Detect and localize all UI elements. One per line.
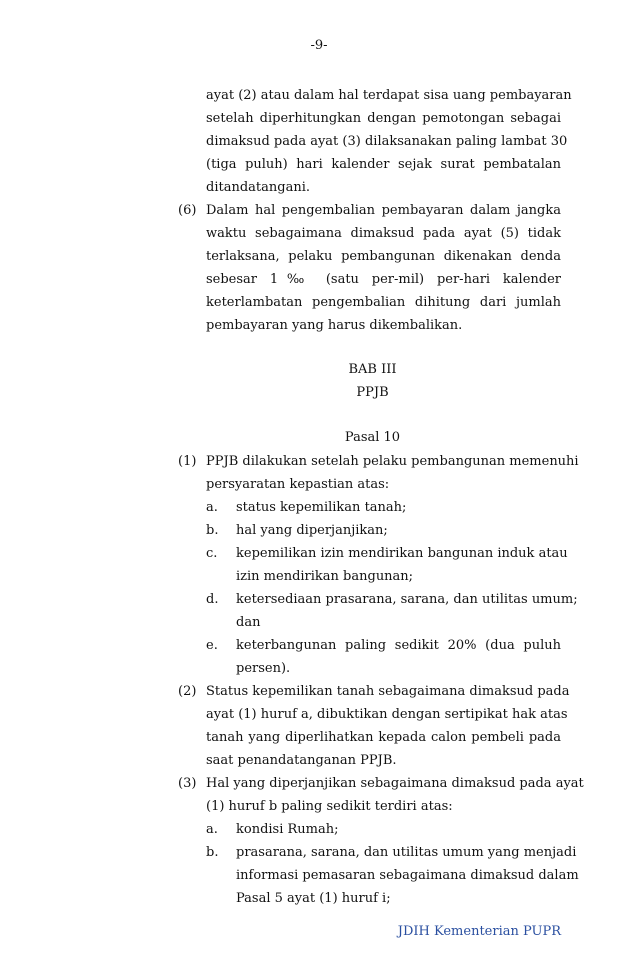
continuation-line: setelah diperhitungkan dengan pemotongan sebagai (206, 111, 561, 126)
sub-item-letter: a. (206, 822, 218, 837)
item-line: tanah yang diperlihatkan kepada calon pembeli pada (206, 730, 561, 745)
item-line: waktu sebagaimana dimaksud pada ayat (5) tidak (206, 226, 561, 241)
item-line: ayat (1) huruf a, dibuktikan dengan sertipikat hak atas (206, 707, 568, 722)
sub-item-line: kondisi Rumah; (236, 822, 339, 837)
item-line: keterlambatan pengembalian dihitung dari jumlah (206, 295, 561, 310)
page-number: -9- (310, 38, 328, 53)
item-line: saat penandatanganan PPJB. (206, 753, 397, 768)
sub-item-letter: c. (206, 546, 218, 561)
item-line: (1) huruf b paling sedikit terdiri atas: (206, 799, 453, 814)
sub-item-line: status kepemilikan tanah; (236, 500, 407, 515)
article-heading: Pasal 10 (344, 430, 401, 445)
item-line: sebesar 1‰ (satu per-mil) per-hari kalender (206, 272, 561, 287)
sub-item-line: ketersediaan prasarana, sarana, dan utilitas umum; (236, 592, 578, 607)
item-number: (3) (178, 776, 197, 791)
sub-item-letter: d. (206, 592, 219, 607)
sub-item-letter: a. (206, 500, 218, 515)
sub-item-letter: e. (206, 638, 218, 653)
item-number: (6) (178, 203, 197, 218)
item-number: (1) (178, 454, 197, 469)
sub-item-letter: b. (206, 845, 219, 860)
sub-item-line: izin mendirikan bangunan; (236, 569, 414, 584)
continuation-line: ditandatangani. (206, 180, 310, 195)
item-number: (2) (178, 684, 197, 699)
sub-item-line: informasi pemasaran sebagaimana dimaksud dalam (236, 868, 579, 883)
continuation-line: (tiga puluh) hari kalender sejak surat pembatalan (206, 157, 561, 172)
footer-source-label: JDIH Kementerian PUPR (397, 924, 561, 939)
item-line: Status kepemilikan tanah sebagaimana dimaksud pada (206, 684, 570, 699)
sub-item-line: hal yang diperjanjikan; (236, 523, 388, 538)
item-line: pembayaran yang harus dikembalikan. (206, 318, 463, 333)
sub-item-line: dan (236, 615, 261, 630)
sub-item-line: kepemilikan izin mendirikan bangunan induk atau (236, 546, 568, 561)
sub-item-letter: b. (206, 523, 219, 538)
sub-item-line: prasarana, sarana, dan utilitas umum yang menjadi (236, 845, 577, 860)
sub-item-line: persen). (236, 661, 291, 676)
sub-item-line: Pasal 5 ayat (1) huruf i; (236, 891, 391, 906)
chapter-number: BAB III (348, 362, 397, 377)
item-line: PPJB dilakukan setelah pelaku pembangunan memenuhi (206, 454, 579, 469)
continuation-line: dimaksud pada ayat (3) dilaksanakan paling lambat 30 (206, 134, 568, 149)
sub-item-line: keterbangunan paling sedikit 20% (dua puluh (236, 638, 561, 653)
item-line: Hal yang diperjanjikan sebagaimana dimaksud pada ayat (206, 776, 584, 791)
continuation-line: ayat (2) atau dalam hal terdapat sisa uang pembayaran (206, 88, 572, 103)
item-line: terlaksana, pelaku pembangunan dikenakan denda (206, 249, 561, 264)
chapter-title: PPJB (356, 385, 389, 400)
item-line: persyaratan kepastian atas: (206, 477, 390, 492)
item-line: Dalam hal pengembalian pembayaran dalam jangka (206, 203, 561, 218)
